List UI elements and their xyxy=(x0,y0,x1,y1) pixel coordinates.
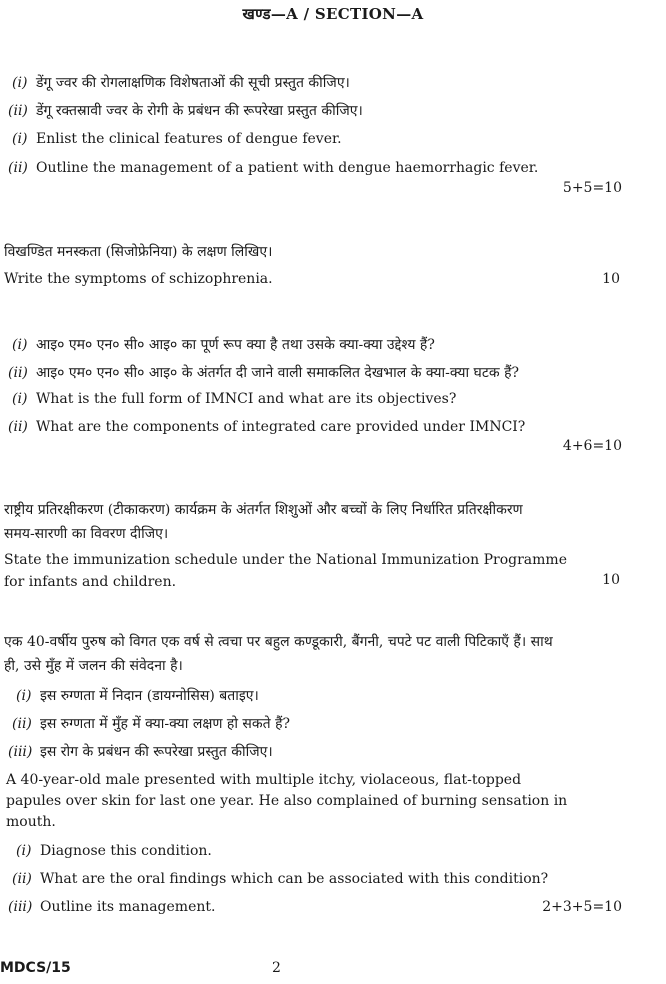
q3-hindi-part-i-number: (i) xyxy=(12,337,28,353)
q1-english-part-ii-text: Outline the management of a patient with dengue haemorrhagic fever. xyxy=(36,160,539,176)
q5-hindi-part-ii-number: (ii) xyxy=(12,716,32,732)
q5-hindi-part-iii-number: (iii) xyxy=(8,744,33,760)
q1-english-part-i xyxy=(12,131,342,147)
q3-marks: 4+6=10 xyxy=(562,438,622,454)
q5-hindi-part-ii-text: इस रुग्णता में मुँह में क्या-क्या लक्षण हो सकते हैं? xyxy=(40,716,291,732)
q5-hindi-line-2: ही, उसे मुँह में जलन की संवेदना है। xyxy=(4,658,183,674)
q5-english-part-ii xyxy=(12,871,548,887)
q1-hindi-part-ii-number: (ii) xyxy=(8,103,28,119)
q5-english-part-iii-text: Outline its management. xyxy=(40,899,216,915)
q2-marks: 10 xyxy=(602,271,620,287)
q3-hindi-part-i xyxy=(12,335,435,354)
q5-marks: 2+3+5=10 xyxy=(542,899,622,915)
q5-english-line-1: A 40-year-old male presented with multiple itchy, violaceous, flat-topped xyxy=(6,772,522,788)
q5-english-part-i-number: (i) xyxy=(16,843,32,859)
q3-english-part-i xyxy=(12,391,456,407)
q5-hindi-part-iii-text: इस रोग के प्रबंधन की रूपरेखा प्रस्तुत कीजिए। xyxy=(40,744,273,760)
page-number: 2 xyxy=(272,960,281,976)
q5-hindi-line-1: एक 40-वर्षीय पुरुष को विगत एक वर्ष से त्वचा पर बहुल कण्डूकारी, बैंगनी, चपटे पट वाली पिटिकाएँ हैं। साथ xyxy=(4,634,553,650)
q3-hindi-part-ii-number: (ii) xyxy=(8,365,28,381)
q3-english-part-ii xyxy=(8,419,525,435)
q1-hindi-part-ii-text: डेंगू रक्तस्रावी ज्वर के रोगी के प्रबंधन की रूपरेखा प्रस्तुत कीजिए। xyxy=(36,103,363,119)
q1-hindi-part-ii xyxy=(8,101,363,120)
q1-marks: 5+5=10 xyxy=(562,180,622,196)
q1-english-part-i-text: Enlist the clinical features of dengue fever. xyxy=(36,131,342,147)
q1-english-part-ii-number: (ii) xyxy=(8,160,28,176)
q3-hindi-part-i-text: आइ० एम० एन० सी० आइ० का पूर्ण रूप क्या है तथा उसके क्या-क्या उद्देश्य हैं? xyxy=(36,337,435,353)
q4-hindi-line-1: राष्ट्रीय प्रतिरक्षीकरण (टीकाकरण) कार्यक्रम के अंतर्गत शिशुओं और बच्चों के लिए निर्धारित प्रतिरक्षीकरण xyxy=(4,502,523,518)
q5-english-part-i-text: Diagnose this condition. xyxy=(40,843,212,859)
q3-english-part-i-text: What is the full form of IMNCI and what are its objectives? xyxy=(36,391,457,407)
section-heading: खण्ड—A / SECTION—A xyxy=(242,5,424,23)
q3-english-part-ii-number: (ii) xyxy=(8,419,28,435)
q5-hindi-part-i xyxy=(16,686,259,705)
q3-hindi-part-ii-text: आइ० एम० एन० सी० आइ० के अंतर्गत दी जाने वाली समाकलित देखभाल के क्या-क्या घटक हैं? xyxy=(36,365,520,381)
q4-marks: 10 xyxy=(602,572,620,588)
q5-english-line-3: mouth. xyxy=(6,814,56,830)
q5-hindi-part-iii xyxy=(8,742,273,761)
paper-code: MDCS/15 xyxy=(0,960,71,976)
q3-hindi-part-ii xyxy=(8,363,519,382)
q1-english-part-i-number: (i) xyxy=(12,131,28,147)
q1-english-part-ii xyxy=(8,160,538,176)
q4-english-line-2: for infants and children. xyxy=(4,574,177,590)
q5-hindi-part-i-text: इस रुग्णता में निदान (डायग्नोसिस) बताइए। xyxy=(40,688,259,704)
q1-hindi-part-i-number: (i) xyxy=(12,75,28,91)
q5-hindi-part-i-number: (i) xyxy=(16,688,32,704)
q5-english-part-ii-text: What are the oral findings which can be associated with this condition? xyxy=(40,871,549,887)
q5-english-part-iii-number: (iii) xyxy=(8,899,33,915)
q5-english-line-2: papules over skin for last one year. He also complained of burning sensation in xyxy=(6,793,568,809)
q3-english-part-ii-text: What are the components of integrated care provided under IMNCI? xyxy=(36,419,526,435)
q4-hindi-line-2: समय-सारणी का विवरण दीजिए। xyxy=(4,526,169,542)
q4-english-line-1: State the immunization schedule under the National Immunization Programme xyxy=(4,552,567,568)
q1-hindi-part-i-text: डेंगू ज्वर की रोगलाक्षणिक विशेषताओं की सूची प्रस्तुत कीजिए। xyxy=(36,75,350,91)
q1-hindi-part-i xyxy=(12,73,350,92)
q5-english-part-ii-number: (ii) xyxy=(12,871,32,887)
q2-hindi-text: विखण्डित मनस्कता (सिजोफ्रेनिया) के लक्षण लिखिए। xyxy=(4,244,273,260)
q3-english-part-i-number: (i) xyxy=(12,391,28,407)
q5-hindi-part-ii xyxy=(12,714,290,733)
q2-english-text: Write the symptoms of schizophrenia. xyxy=(4,271,273,287)
q5-english-part-iii xyxy=(8,899,215,915)
q5-english-part-i xyxy=(16,843,212,859)
